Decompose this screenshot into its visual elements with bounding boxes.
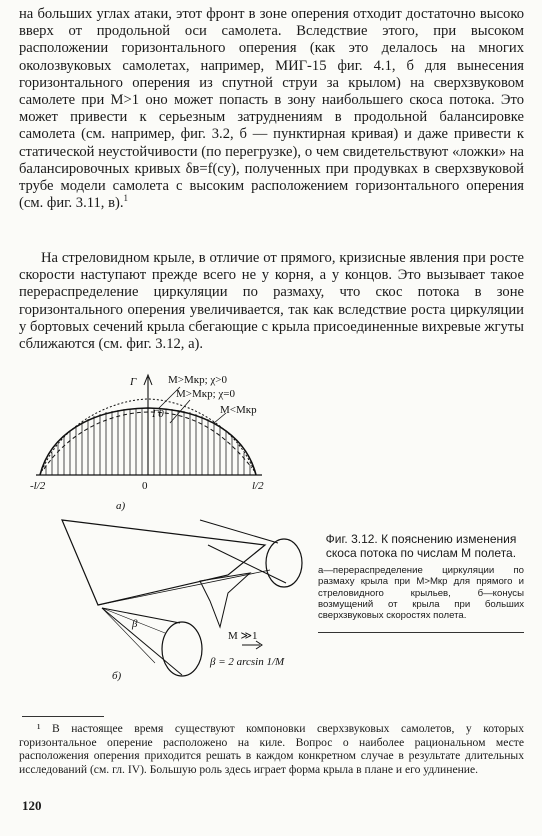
angle-label: β [132, 618, 138, 630]
footnote-text: ¹ В настоящее время существуют компоновки сверхзвуковых самолетов, у которых горизонтальное оперение расположено на киле. Вопрос о наиболее рациональном месте расположения оперения приходится решать в каждом конкретном случае в результате длительных исследований (см. гл. IV). Большую роль здесь играет форма крыла в плане и его удлинение. [19, 722, 524, 776]
wing-edge-line [98, 570, 270, 605]
wing-outline [62, 520, 265, 605]
paragraph-2 [19, 250, 524, 353]
curve-label-3: M<Mкр [220, 404, 257, 416]
figure-a-circulation-diagram [30, 365, 280, 515]
caption-divider [318, 632, 524, 633]
paragraph-1-text: на больших углах атаки, этот фронт в зоне оперения отходит достаточно высоко вверх от продольной оси самолета. Вследствие этого, при высоком расположении горизонтального оперения (как это делалось на многих околозвуковых самолетах, например, МИГ-15 фиг. 4.1, б для вынесения горизонтального оперения из спутной струи за крылом) на сверхзвуковом самолете при M>1 оно может попасть в зону наибольшего скоса потока. Это может привести к серьезным затруднениям в продольной балансировке самолета (см. например, фиг. 3.2, б — пунктирная кривая) и даже привести к статической неустойчивости (по перегрузке), о чем свидетельствуют «ложки» на балансировочных кривых δв=f(cy), полученных при продувках в сверхзвуковой трубе модели самолета с высоким расположением горизонтального оперения (см. фиг. 3.11, в). [19, 6, 524, 212]
curve-label-2: M>Mкр; χ=0 [176, 388, 236, 400]
pointer-line-2 [170, 400, 190, 423]
caption-title: Фиг. 3.12. К пояснению изменения скоса потока по числам М полета. [325, 532, 517, 560]
x-right-label: l/2 [252, 480, 264, 492]
figure-a-panel-label: а) [116, 500, 126, 512]
footnote-divider [22, 716, 104, 717]
formula-label: β = 2 arcsin 1/M [210, 656, 285, 668]
paragraph-2-text: На стреловидном крыле, в отличие от прямого, кризисные явления при росте скорости наступают прежде всего не у корня, а у концов. Это вызывает такое перераспределение циркуляции по размаху, что скос потока в зоне горизонтального оперения увеличивается, так как вследствие роста циркуляции у бортовых сечений крыла сбегающие с крыла присоединенные вихревые жгуты сближаются (см. фиг. 3.12, а). [19, 250, 524, 353]
footnote-mark[interactable]: 1 [123, 193, 128, 204]
curve-label-1: M>Mкр; χ>0 [168, 374, 228, 386]
figure-caption [318, 532, 524, 621]
mach-label: M ≫1 [228, 630, 258, 642]
page-number: 120 [22, 798, 42, 813]
caption-note: а—перераспределение циркуляции по размаху крыла при M>Mкр для прямого и стреловидного крыльев, б—конусы возмущений от крыла при больших сверхзвуковых скоростях полета. [318, 565, 524, 622]
figure-b-disturbance-cones [60, 515, 310, 685]
lower-cone [102, 608, 202, 676]
figure-b-panel-label: б) [112, 670, 122, 682]
x-center-label: 0 [142, 480, 148, 492]
x-left-label: -l/2 [30, 480, 46, 492]
y-axis-label: Γ [130, 376, 137, 388]
tail-fin [200, 573, 250, 627]
paragraph-1 [19, 6, 524, 212]
center-label: Γ0 [152, 408, 164, 420]
upper-cone [200, 520, 302, 587]
footnote [19, 722, 524, 776]
